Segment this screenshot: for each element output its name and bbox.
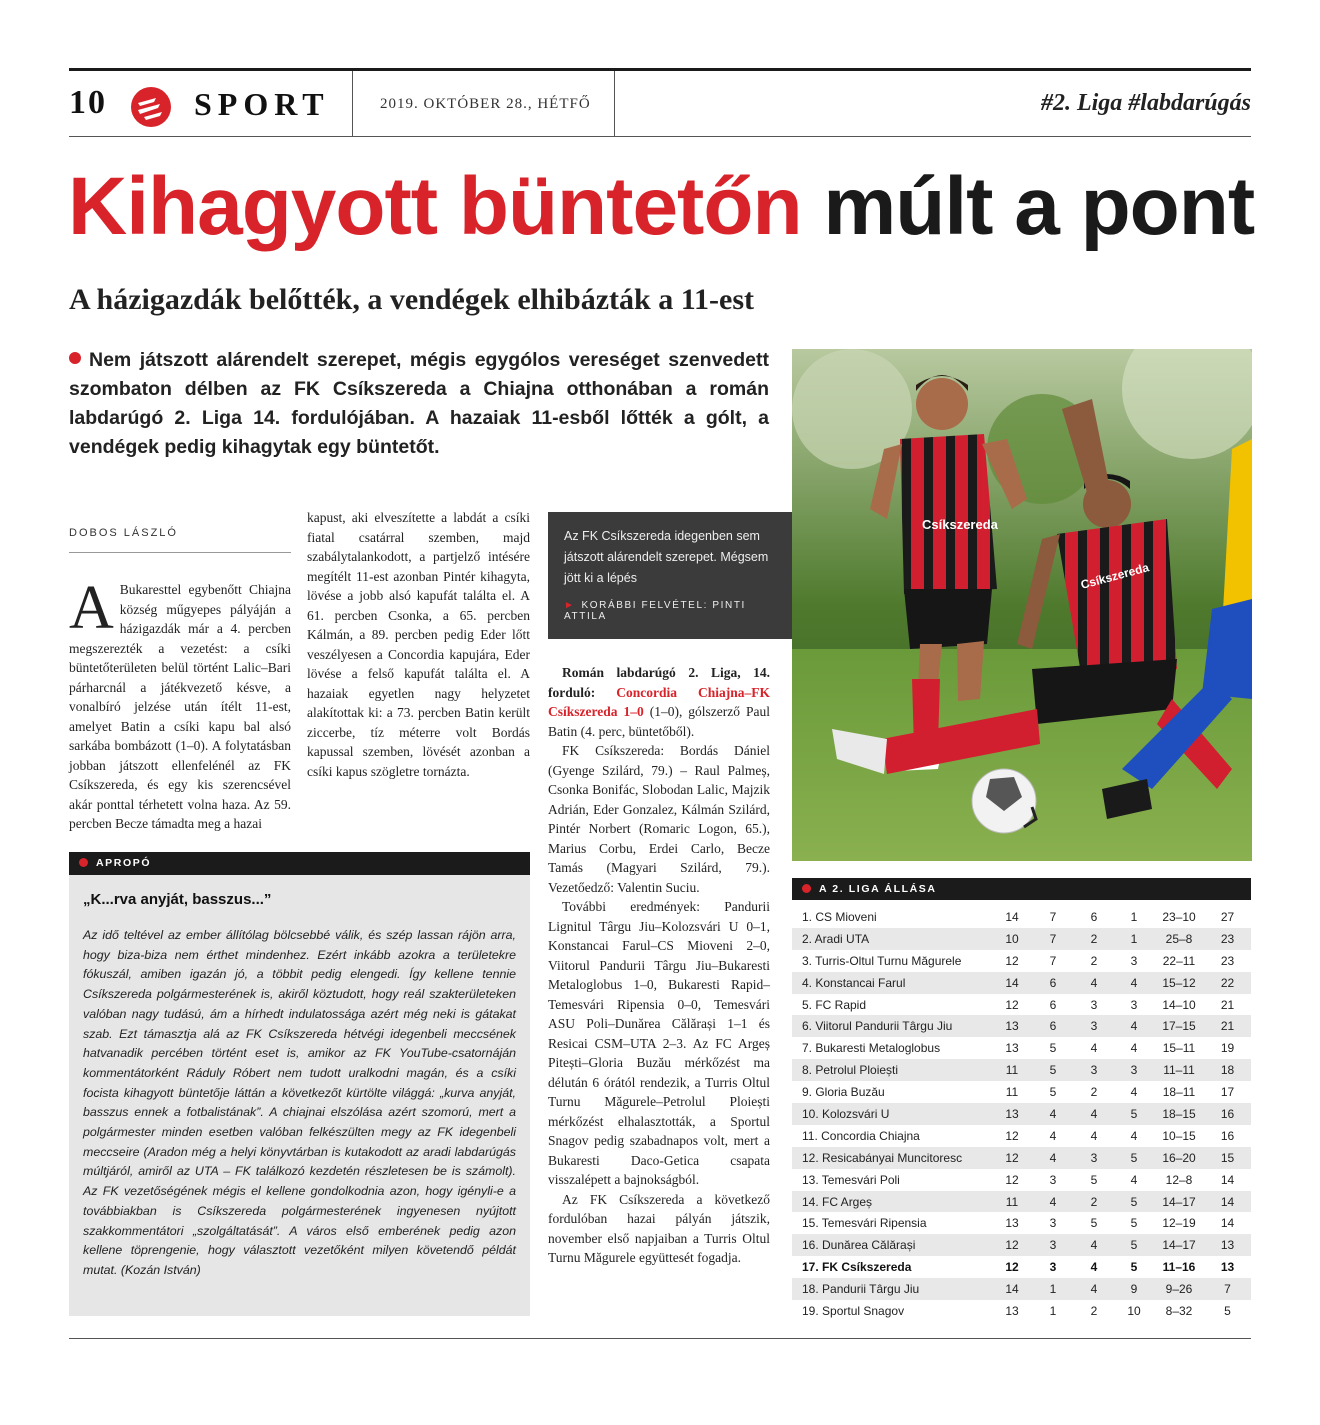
stat-l: 5	[1114, 1147, 1154, 1169]
stat-d: 2	[1090, 1303, 1098, 1318]
stat-goals: 14–17	[1154, 1234, 1204, 1256]
stat-pts: 21	[1220, 997, 1235, 1012]
stat-w: 6	[1049, 997, 1057, 1012]
stat-d: 4	[1074, 972, 1114, 994]
standings-table	[792, 906, 1251, 1322]
football-icon	[972, 769, 1036, 833]
bullet-dot-icon	[69, 352, 81, 364]
stat-pts: 14	[1220, 1172, 1235, 1187]
stat-goals: 12–8	[1165, 1172, 1193, 1187]
team-name: 10. Kolozsvári U	[792, 1103, 992, 1125]
issue-date: 2019. OKTÓBER 28., HÉTFŐ	[380, 96, 591, 112]
stat-p: 13	[1005, 1303, 1019, 1318]
standings-row	[792, 1212, 1251, 1234]
stat-w: 3	[1049, 1260, 1057, 1275]
stat-pts: 16	[1204, 1103, 1251, 1125]
stat-d: 4	[1090, 1260, 1098, 1275]
match-photo	[792, 349, 1252, 861]
arrow-right-icon: ►	[564, 600, 576, 611]
stat-goals: 18–15	[1154, 1103, 1204, 1125]
result-match: Concordia Chiajna–FK Csíkszereda 1–0	[548, 684, 771, 719]
stat-w: 4	[1032, 1191, 1074, 1213]
team-name: 4. Konstancai Farul	[792, 972, 992, 994]
stat-goals: 10–15	[1162, 1128, 1196, 1143]
bottom-rule	[69, 1338, 1251, 1339]
stat-l: 5	[1130, 1216, 1138, 1231]
stat-w: 1	[1049, 1303, 1057, 1318]
team-name: 14. FC Argeș	[792, 1191, 992, 1213]
stat-w: 4	[1032, 1103, 1074, 1125]
stat-goals: 18–11	[1162, 1085, 1196, 1100]
header-rule	[69, 136, 1251, 137]
team-name: 18. Pandurii Târgu Jiu	[792, 1278, 992, 1300]
stat-l: 3	[1114, 1059, 1154, 1081]
stat-l: 4	[1130, 1085, 1138, 1100]
team-name: 13. Temesvári Poli	[802, 1172, 900, 1187]
stat-d: 4	[1090, 1041, 1098, 1056]
team-name: 1. CS Mioveni	[802, 909, 877, 924]
team-name: 5. FC Rapid	[802, 997, 867, 1012]
page-number: 10	[69, 84, 107, 121]
team-name: 9. Gloria Buzău	[802, 1085, 885, 1100]
stat-p: 13	[992, 1015, 1032, 1037]
stat-p: 10	[992, 928, 1032, 950]
standings-row	[792, 1278, 1251, 1300]
newspaper-logo-icon	[130, 86, 172, 128]
article-paragraph	[307, 508, 530, 781]
stat-l: 1	[1130, 909, 1138, 924]
standings-row	[792, 1234, 1251, 1256]
stat-p: 13	[1005, 1216, 1019, 1231]
stat-d: 3	[1074, 1015, 1114, 1037]
photo-credit-text: KORÁBBI FELVÉTEL: PINTI ATTILA	[564, 600, 746, 622]
stat-p: 11	[1005, 1085, 1019, 1100]
team-name: 19. Sportul Snagov	[802, 1303, 905, 1318]
stat-d: 3	[1074, 1059, 1114, 1081]
stat-p: 12	[1005, 1172, 1019, 1187]
standings-row	[792, 906, 1251, 928]
apropo-label: APROPÓ	[96, 857, 152, 869]
standings-label-bar	[792, 878, 1251, 900]
stat-l: 4	[1114, 1015, 1154, 1037]
stat-d: 3	[1090, 997, 1098, 1012]
lineup-paragraph: FK Csíkszereda: Bordás Dániel (Gyenge Szilárd, 79.) – Raul Palmeș, Csonka Bonifác, Slobodan Lalic, Majzik Adrián, Eder Gonzalez, Kálmán Szilárd, Pintér Norbert (Romaric Logon, 65.), Marius Corbu, Erdei Carlo, Becze Tamás (Magyari Szilárd, 79.). Vezetőedző: Valentin Suciu.	[548, 743, 770, 895]
headline-dark-part: múlt a pont	[801, 161, 1255, 252]
standings-row	[792, 972, 1251, 994]
standings-row	[792, 928, 1251, 950]
stat-pts: 19	[1220, 1041, 1235, 1056]
team-name: 2. Aradi UTA	[792, 928, 992, 950]
stat-w: 5	[1049, 1041, 1057, 1056]
bullet-dot-icon	[79, 858, 88, 867]
stat-w: 1	[1032, 1278, 1074, 1300]
stat-pts: 16	[1220, 1128, 1235, 1143]
stat-w: 5	[1049, 1085, 1057, 1100]
team-name: 6. Viitorul Pandurii Târgu Jiu	[792, 1015, 992, 1037]
stat-l: 9	[1114, 1278, 1154, 1300]
stat-d: 6	[1090, 909, 1098, 924]
match-result	[548, 663, 770, 741]
subheadline: A házigazdák belőtték, a vendégek elhibázták a 11-est	[69, 283, 755, 316]
article-paragraph	[69, 574, 291, 834]
stat-w: 6	[1032, 1015, 1074, 1037]
stat-l: 4	[1130, 1172, 1138, 1187]
stat-pts: 14	[1220, 1216, 1235, 1231]
stat-pts: 18	[1204, 1059, 1251, 1081]
stat-goals: 9–26	[1154, 1278, 1204, 1300]
photo-caption	[548, 512, 792, 639]
stat-d: 4	[1074, 1234, 1114, 1256]
byline: DOBOS LÁSZLÓ	[69, 527, 178, 539]
result-label: Román labdarúgó 2. Liga, 14. forduló:	[548, 665, 770, 700]
stat-p: 14	[992, 972, 1032, 994]
headline-red-part: Kihagyott büntetőn	[68, 161, 802, 252]
stat-l: 3	[1130, 953, 1138, 968]
stat-pts: 15	[1204, 1147, 1251, 1169]
standings-row	[792, 1125, 1251, 1147]
stat-l: 5	[1114, 1103, 1154, 1125]
article-text: Bukaresttel egybenőtt Chiajna község műgyepes pályáján a házigazdák már a 4. percben megszerezték a vezetést: a csíki büntetőterületen belül történt Lalic–Bari párharcnál a játékvezető késve, a vonalbíró jelzése után ítélt 11-est, amelyet Batin a csíki kapu bal alsó sarkába bombázott (1–0). A folytatásban jobban játszott ellenfelénél az FK Csíkszereda, és egy kis szerencsével akár ponttal térhetett volna haza. Az 59. percben Becze támadta meg a hazai	[69, 582, 291, 831]
stat-pts: 5	[1224, 1303, 1231, 1318]
other-results-paragraph: További eredmények: Pandurii Lignitul Târgu Jiu–Kolozsvári U 0–1, Konstancai Farul–CS Mioveni 2–0, Viitorul Pandurii Târgu Jiu–Bukaresti Metaloglobus 1–0, Bukaresti Rapid–Temesvári Ripensia 0–0, Temesvári ASU Poli–Dunărea Călărași 1–1 és Resicai CSM–UTA 2–3. Az FC Argeș Pitești–Gloria Buzău mérkőzést ma délután 6 órától rendezik, a Turris Oltul Turnu Măgurele–Petrolul Ploiești mérkőzést elhalasztották, a Sportul Snagov pedig szabadnapos volt, mert a Bukaresti Daco-Getica csapata visszalépett a bajnokságból.	[548, 899, 770, 1187]
stat-goals: 15–11	[1162, 1041, 1196, 1056]
standings-row	[792, 950, 1251, 972]
standings-row	[792, 1103, 1251, 1125]
team-name: 12. Resicabányai Muncitoresc	[792, 1147, 992, 1169]
stat-goals: 15–12	[1154, 972, 1204, 994]
stat-p: 13	[1005, 1041, 1019, 1056]
team-name: 16. Dunărea Călărași	[792, 1234, 992, 1256]
standings-row	[792, 994, 1251, 1016]
stat-l: 1	[1114, 928, 1154, 950]
stat-w: 4	[1032, 1147, 1074, 1169]
stat-pts: 27	[1220, 909, 1235, 924]
stat-p: 12	[1005, 953, 1019, 968]
stat-d: 4	[1074, 1278, 1114, 1300]
section-title: SPORT	[194, 86, 330, 122]
stat-l: 10	[1127, 1303, 1141, 1318]
apropo-box	[69, 875, 530, 1316]
stat-p: 12	[1005, 1260, 1019, 1275]
stat-pts: 21	[1204, 1015, 1251, 1037]
stat-l: 5	[1114, 1191, 1154, 1213]
stat-d: 2	[1074, 928, 1114, 950]
bullet-dot-icon	[802, 884, 811, 893]
stat-l: 3	[1130, 997, 1138, 1012]
stat-p: 13	[992, 1103, 1032, 1125]
stat-pts: 13	[1220, 1260, 1235, 1275]
stat-pts: 23	[1220, 953, 1235, 968]
standings-row	[792, 1169, 1251, 1191]
byline-rule	[69, 552, 291, 553]
stat-w: 7	[1032, 928, 1074, 950]
stat-l: 5	[1114, 1234, 1154, 1256]
stat-l: 4	[1114, 972, 1154, 994]
shirt-text: Csíkszereda	[922, 517, 998, 532]
stat-p: 14	[1005, 909, 1019, 924]
stat-pts: 13	[1204, 1234, 1251, 1256]
stat-goals: 14–10	[1162, 997, 1196, 1012]
stat-p: 12	[992, 1147, 1032, 1169]
header-divider	[352, 71, 353, 136]
stat-w: 4	[1049, 1128, 1057, 1143]
team-name: 15. Temesvári Ripensia	[802, 1216, 927, 1231]
stat-d: 5	[1090, 1172, 1098, 1187]
stat-p: 11	[992, 1191, 1032, 1213]
stat-goals: 8–32	[1165, 1303, 1193, 1318]
article-text: kapust, aki elveszítette a labdát a csíki fiatal csatárral szemben, majd szabálytalankodott, a partjelző intésére megítélt 11-est azonban Pintér kihagyta, lövése a jobb alsó kapufát találta el. A 61. percben Csonka, a 65. percben Kálmán, a 89. percben pedig Eder lőtt veszélyesen a Concordia kapujára, Eder lövése a felső kapufát találta el. A hazaiak egyetlen nagy helyzetet alakítottak ki: a 73. percben Batin került ziccerbe, tíz méterre volt Bordás kapussal szemben, lövését azonban a csíki kapus szögletre tornázta.	[307, 510, 530, 779]
stat-w: 3	[1049, 1216, 1057, 1231]
stat-d: 4	[1090, 1128, 1098, 1143]
standings-row	[792, 1081, 1251, 1103]
photo-credit	[564, 600, 776, 622]
stat-pts: 22	[1204, 972, 1251, 994]
stat-goals: 23–10	[1162, 909, 1196, 924]
top-rule	[69, 68, 1251, 71]
topic-tags: #2. Liga #labdarúgás	[1040, 90, 1251, 116]
stat-p: 12	[1005, 1128, 1019, 1143]
stat-p: 11	[992, 1059, 1032, 1081]
shirt-text: Csíkszereda	[1079, 560, 1151, 592]
article-column-1	[69, 574, 291, 834]
stat-l: 4	[1130, 1128, 1138, 1143]
stat-d: 3	[1074, 1147, 1114, 1169]
apropo-text: Az idő teltével az ember állítólag bölcsebbé válik, és szép lassan rájön arra, hogy biza-biza nem érthet mindenhez. Ezért inkább azokra a területekre fókuszál, amiben igazán jó, a többit pedig elengedi. Így kellene tennie Csíkszereda polgármesterének is, akiről köztudott, hogy reál szakterületeken valóban nagy tudású, ám a hírhedt indulatossága azért még neki is gátakat szab. Ezt támasztja alá az FK Csíkszereda hétvégi idegenbeli meccsének hatvanadik percében történt eset is, amikor az FK YouTube-csatornáján kommentátorként Ráduly Róbert nem tudott uralkodni magán, és a csíki focista kihagyott büntetője láttán a következőt kürtölte világgá: „kurva anyját, basszus ennek a fotbalistának”. A chiajnai elszólása azért szomorú, mert a polgármester minden esetben valóban felkészülten megy az FK idegenbeli meccseire (Aradon még a helyi könyvtárban is kutakodott az aradi labdarúgás múltjáról, amiről az UTA – FK találkozó kezdetén részletesen be is számolt). Az FK vezetőségének mégis el kellene gondolkodnia azon, hogy igényli-e a továbbiakban is Csíkszereda polgármesterének ingyenesen nyújtott szakkommentátori „szolgáltatását”. A város első emberének pedig azon kellene töprengenie, hogy választott vezetőként milyen követendő példát mutat. (Kozán István)	[83, 928, 516, 1277]
stat-d: 4	[1074, 1103, 1114, 1125]
stat-pts: 7	[1204, 1278, 1251, 1300]
stat-pts: 14	[1204, 1191, 1251, 1213]
standings-label: A 2. LIGA ÁLLÁSA	[819, 883, 937, 895]
stat-goals: 25–8	[1154, 928, 1204, 950]
standings-row	[792, 1147, 1251, 1169]
stat-l: 4	[1130, 1041, 1138, 1056]
apropo-title: „K...rva anyját, basszus...”	[83, 891, 272, 908]
article-column-3	[548, 663, 770, 1268]
standings-row	[792, 1256, 1251, 1278]
drop-cap: A	[69, 574, 114, 642]
team-name: 11. Concordia Chiajna	[802, 1128, 920, 1143]
stat-l: 5	[1130, 1260, 1138, 1275]
stat-goals: 11–16	[1162, 1260, 1196, 1275]
stat-p: 14	[992, 1278, 1032, 1300]
stat-w: 3	[1049, 1172, 1057, 1187]
stat-p: 12	[1005, 997, 1019, 1012]
lead-paragraph	[69, 346, 769, 462]
stat-d: 2	[1074, 1191, 1114, 1213]
result-details: (1–0), gólszerző Paul Batin (4. perc, büntetőből).	[548, 704, 771, 739]
stat-w: 7	[1049, 953, 1057, 968]
stat-goals: 11–11	[1154, 1059, 1204, 1081]
headline	[68, 162, 1254, 252]
lead-text: Nem játszott alárendelt szerepet, mégis egygólos vereséget szenvedett szombaton délben az FK Csíkszereda a Chiajna otthonában a román labdarúgó 2. Liga 14. fordulójában. A hazaiak 11-esből lőtték a gólt, a vendégek pedig kihagytak egy büntetőt.	[69, 349, 769, 458]
stat-d: 5	[1090, 1216, 1098, 1231]
stat-p: 12	[992, 1234, 1032, 1256]
header-divider	[614, 71, 615, 136]
stat-w: 5	[1032, 1059, 1074, 1081]
team-name: 17. FK Csíkszereda	[802, 1260, 912, 1275]
stat-w: 7	[1049, 909, 1057, 924]
stat-goals: 14–17	[1154, 1191, 1204, 1213]
stat-goals: 17–15	[1154, 1015, 1204, 1037]
next-round-paragraph: Az FK Csíkszereda a következő fordulóban hazai pályán játszik, november első napjaiban a Turris Oltul Turnu Măgurele együttesét fogadja.	[548, 1191, 770, 1265]
team-name: 7. Bukaresti Metaloglobus	[802, 1041, 941, 1056]
stat-w: 6	[1032, 972, 1074, 994]
standings-row	[792, 1059, 1251, 1081]
standings-row	[792, 1300, 1251, 1322]
stat-goals: 22–11	[1162, 953, 1196, 968]
stat-d: 2	[1090, 953, 1098, 968]
team-name: 8. Petrolul Ploiești	[792, 1059, 992, 1081]
caption-text: Az FK Csíkszereda idegenben sem játszott alárendelt szerepet. Mégsem jött ki a lépés	[564, 529, 769, 585]
article-column-2	[307, 508, 530, 781]
apropo-label-bar	[69, 852, 530, 875]
stat-goals: 12–19	[1162, 1216, 1196, 1231]
standings-row	[792, 1015, 1251, 1037]
standings-row	[792, 1037, 1251, 1059]
stat-d: 2	[1090, 1085, 1098, 1100]
stat-pts: 23	[1204, 928, 1251, 950]
standings-row	[792, 1191, 1251, 1213]
stat-goals: 16–20	[1154, 1147, 1204, 1169]
team-name: 3. Turris-Oltul Turnu Măgurele	[802, 953, 962, 968]
stat-w: 3	[1032, 1234, 1074, 1256]
stat-pts: 17	[1220, 1085, 1235, 1100]
